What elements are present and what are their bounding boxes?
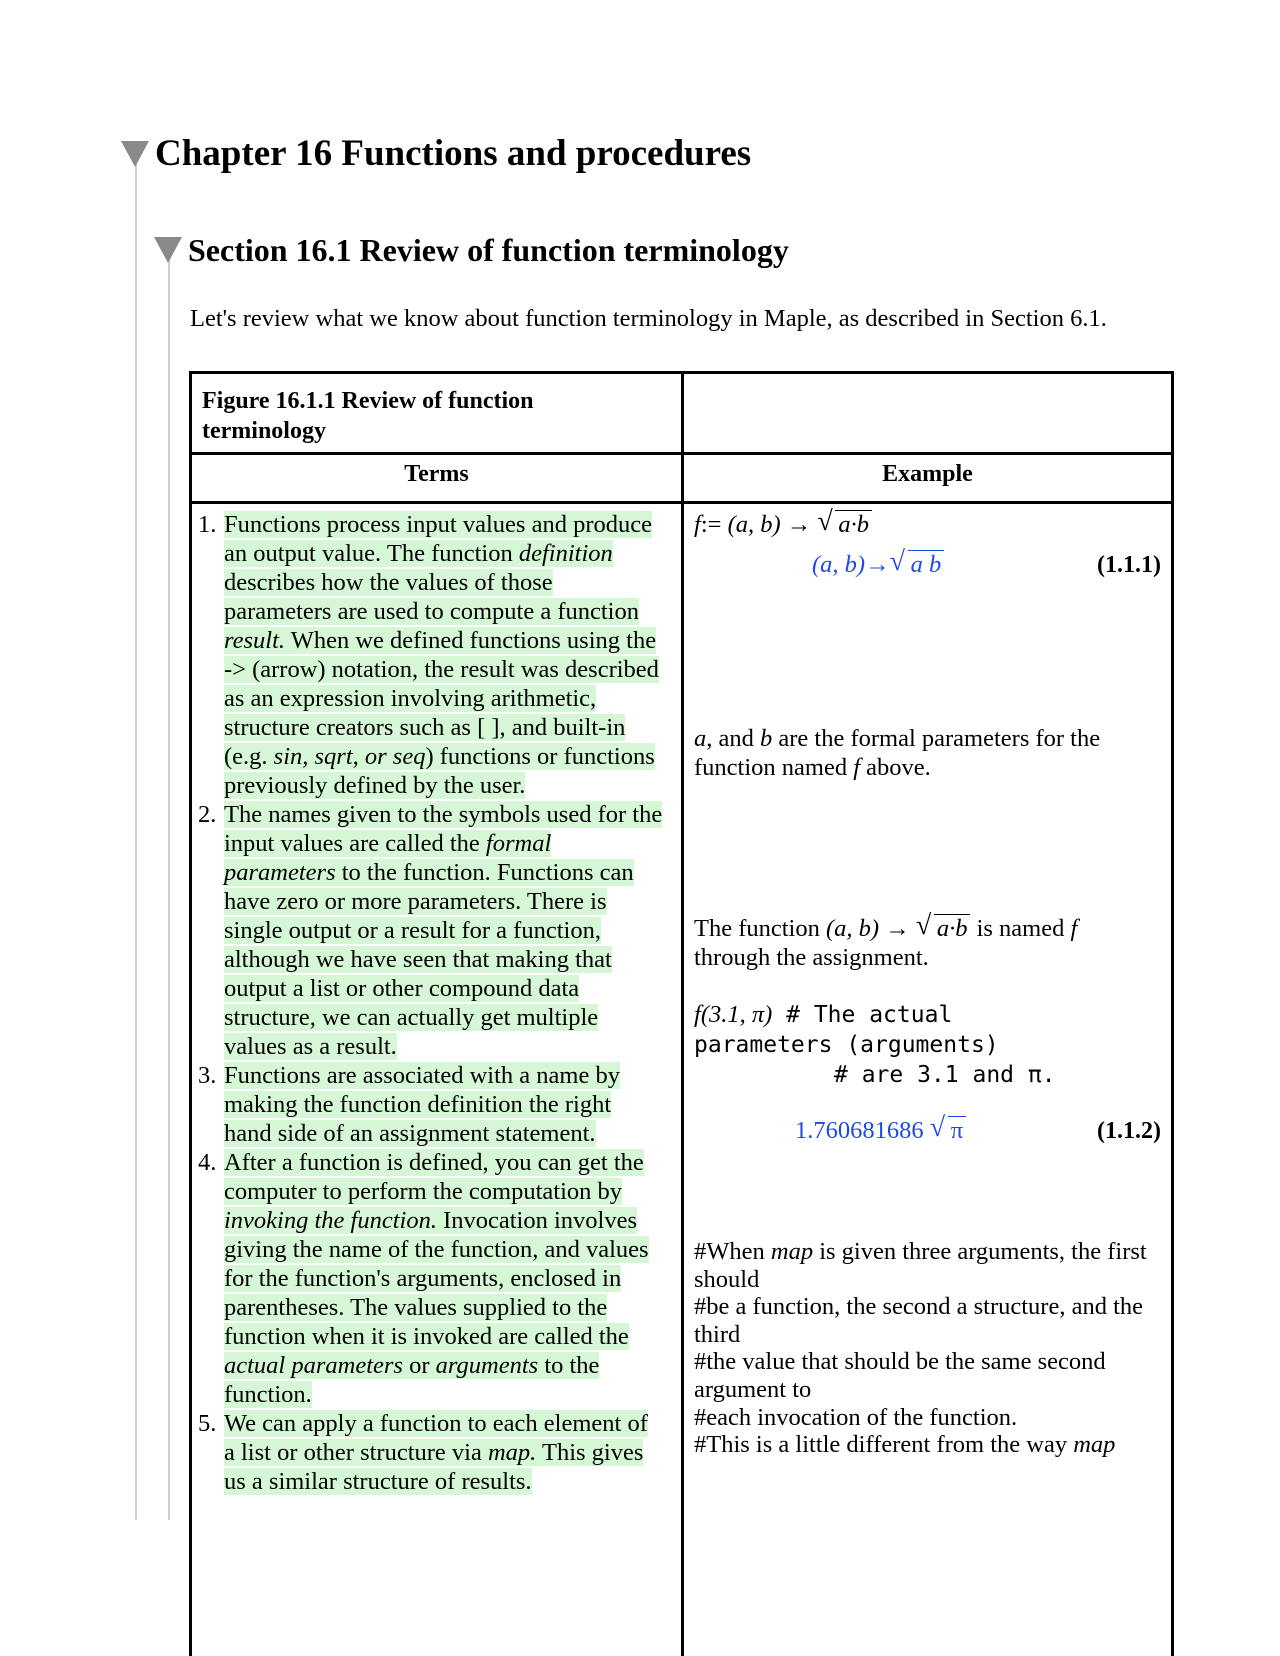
italic-term: result. <box>224 627 286 654</box>
example-column-header: Example <box>882 461 973 487</box>
text-run: Functions process input values and produce an output value. The function <box>224 511 652 567</box>
term-number: 1. <box>198 511 217 538</box>
italic-term: map. <box>487 1439 537 1466</box>
chapter-group-bar <box>135 150 137 1520</box>
map-comment-line <box>694 1238 1154 1293</box>
text-run: to the function. <box>224 1352 600 1408</box>
term-item <box>198 510 664 800</box>
terms-list <box>198 510 664 1496</box>
text-run: describes how the values of those parameters are used to compute a function <box>224 569 639 625</box>
map-comment-line <box>694 1348 1154 1403</box>
function-definition-input[interactable]: f:= (a, b) → √ a·b <box>694 510 872 539</box>
function-call-input[interactable]: f(3.1, π) # The actual parameters (arguments) # are 3.1 and π. <box>694 1001 1056 1088</box>
text-run: When we defined functions using the -> (arrow) notation, the result was described as an expression involving arithmetic, structure creators such as [ ], and built-in (e.g. <box>224 627 659 770</box>
function-definition-output: (a, b)→√ a b <box>812 550 944 579</box>
intro-paragraph: Let's review what we know about function terminology in Maple, as described in Section 6.1. <box>190 305 1107 332</box>
text-run: are the formal parameters for the function named <box>694 725 1101 781</box>
figure-caption: Figure 16.1.1 Review of function terminology <box>202 388 534 444</box>
term-item <box>198 1148 664 1409</box>
italic-term: b <box>760 725 773 752</box>
section-title: Section 16.1 Review of function terminology <box>188 232 789 268</box>
italic-term: formal parameters <box>224 830 552 886</box>
text-run: Functions are associated with a name by making the function definition the right hand side of an assignment statement. <box>224 1062 620 1147</box>
section-collapse-triangle-icon[interactable] <box>154 237 182 263</box>
term-item <box>198 1409 664 1496</box>
text-run: #When <box>694 1238 771 1265</box>
function-name: f <box>694 511 701 538</box>
term-item <box>198 1061 664 1148</box>
italic-term: definition <box>518 540 613 567</box>
term-item <box>198 800 664 1061</box>
italic-term: a <box>694 725 707 752</box>
text-run: We can apply a function to each element of a list or other structure via <box>224 1410 648 1466</box>
chapter-title: Chapter 16 Functions and procedures <box>155 133 752 174</box>
map-comment-line <box>694 1404 1154 1432</box>
table-caption-divider <box>192 452 1171 455</box>
italic-term: sin, sqrt, or seq <box>273 743 426 770</box>
text-run: #the value that should be the same second argument to <box>694 1348 1106 1403</box>
term-number: 2. <box>198 801 217 828</box>
map-comment-line <box>694 1293 1154 1348</box>
formal-parameters-note <box>694 724 1154 782</box>
term-number: 4. <box>198 1149 217 1176</box>
table-header-divider <box>192 501 1171 504</box>
text-run: #each invocation of the function. <box>694 1403 1018 1431</box>
sqrt-expression: √ a·b <box>817 510 872 539</box>
italic-term: map <box>770 1238 814 1265</box>
map-comment-line <box>694 1431 1154 1459</box>
term-number: 5. <box>198 1410 217 1437</box>
text-run: Invocation involves giving the name of the function, and values for the function's arguments, enclosed in parentheses. The values supplied to the function when it is invoked are called the <box>224 1207 649 1350</box>
text-run: #This is a little different from the way <box>694 1431 1074 1459</box>
equation-label-2: (1.1.2) <box>1097 1118 1161 1144</box>
figure-table <box>189 371 1174 1656</box>
text-run: , and <box>706 725 760 752</box>
sqrt-output: √ a b <box>890 550 945 579</box>
text-run: After a function is defined, you can get the computer to perform the computation by <box>224 1149 644 1205</box>
text-run: above. <box>860 754 931 781</box>
text-run: ) functions or functions previously defined by the user. <box>224 743 655 799</box>
equation-label-1: (1.1.1) <box>1097 552 1161 578</box>
term-number: 3. <box>198 1062 217 1089</box>
terms-column-header: Terms <box>404 461 469 487</box>
italic-term: f <box>853 754 861 781</box>
text-run: is given three arguments, the first should <box>694 1238 1147 1293</box>
table-column-divider <box>681 374 684 1656</box>
text-run: #be a function, the second a structure, and the third <box>694 1293 1144 1348</box>
italic-term: arguments <box>435 1352 539 1379</box>
function-call-output: 1.760681686 √ π <box>795 1116 966 1145</box>
text-run: The names given to the symbols used for the input values are called the <box>224 801 663 857</box>
italic-term: map <box>1073 1431 1116 1459</box>
italic-term: invoking the function. <box>224 1207 437 1234</box>
text-run: to the function. Functions can have zero or more parameters. There is single output or a result for a function, although we have seen that making that output a list or other compound data structure, we can actually get multiple values as a result. <box>224 859 634 1060</box>
text-run: or <box>402 1352 436 1379</box>
section-group-bar <box>168 258 170 1520</box>
chapter-collapse-triangle-icon[interactable] <box>121 141 149 167</box>
function-naming-note: The function (a, b) → √ a·b is named f through the assignment. <box>694 914 1154 972</box>
map-comments[interactable] <box>694 1238 1154 1459</box>
italic-term: actual parameters <box>224 1352 403 1379</box>
text-run: This gives us a similar structure of results. <box>224 1439 644 1495</box>
